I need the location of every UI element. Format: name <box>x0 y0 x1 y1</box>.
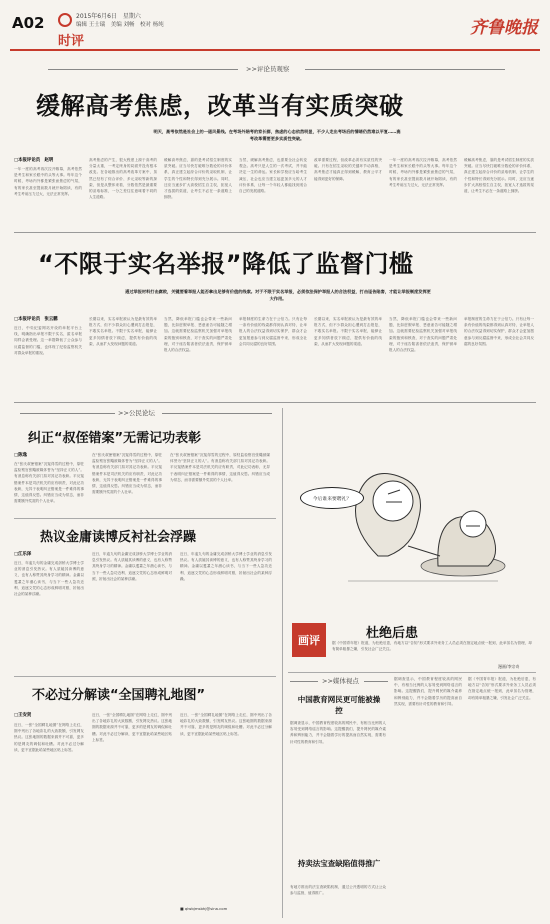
paragraph: 举报制度的生命力在于公信力。只有让每一条有价值的线索都得到认真对待，让举报人的合法权益得到切实保护，群众才会更加愿意参与到反腐监督中来，形成全社会共同反腐的良好氛围。 <box>464 317 534 346</box>
masthead <box>0 0 550 52</box>
paragraph: 据调查显示，中国教育程度较高的网民中，有相当比例的人容易受到网络谣言的影响。这提醒我们，提升网民的媒介素养和辨别能力，并不会随着学历的提高而自然实现，需要有针对性的教育和引导。 <box>290 721 386 744</box>
masthead-rule <box>10 49 540 51</box>
top-body-col4 <box>239 157 307 228</box>
paragraph: 近日，一张“全国聘礼地图”在网络上走红，图中列出了各地彩礼的大致数额，引发网友热议。这张地图的数据来源并不可靠，更多的是网友的调侃和吐槽。对此不必过分解读，更不宜据此给某些地区贴上标签。 <box>14 723 84 752</box>
top-body-col5 <box>314 157 382 228</box>
piece1-byline: □陈逸 <box>14 453 27 458</box>
paragraph: 缓解高考焦虑，靠的是考试招生制度的实质突破。应当尽快打破唯分数论的评价体系，真正建立起综合评价的录取机制，让学生的个性和特长得到充分展示。同时，还应当逐步扩大高校招生自主权，拓宽人才选拔的渠道，让考生不必在一条道路上拥挤。 <box>464 158 534 194</box>
kicker-rule-right <box>305 69 505 70</box>
paragraph: 在“张氏叔侄错案”沉冤得雪的过程中，原驻监检察官张飚被媒体誉为“坚持正义的人”。有消息称有关部门拟对其记功表彰。平反冤错案件本是司法机关的应有职责，对此记功表彰，无异于表明纠正错案是一件难得的事情，这值得反思。纠错应当成为常态，而非需要额外奖赏的个人壮举。 <box>14 462 84 504</box>
paragraph: 近日，一张“全国聘礼地图”在网络上走红，图中列出了各地彩礼的大致数额，引发网友热议。这张地图的数据来源并不可靠，更多的是网友的调侃和吐槽。对此不必过分解读，更不宜据此给某些地区贴上标签。 <box>92 713 172 742</box>
paragraph: 当然，缓解高考焦虑，也需要全社会转变观念。高考只是人生的一次考试，并不能决定一生的命运。家长和学校应当给考生减压，社会也应当建立起更加多元的人才评价体系，让每一个年轻人都能找到适合自己的发展道路。 <box>239 158 307 194</box>
top-body-col1 <box>14 166 82 228</box>
paragraph: 长期以来，实名举报被认为是最有效的举报方式，但不少群众担心遭到打击报复，不敢实名举报。不限于实名举报，能够让更多知情者放下顾虑，提供有价值的线索，从而扩大发现问题的渠道。 <box>314 317 382 346</box>
paragraph: 在“张氏叔侄错案”沉冤得雪的过程中，原驻监检察官张飚被媒体誉为“坚持正义的人”。有消息称有关部门拟对其记功表彰。平反冤错案件本是司法机关的应有职责，对此记功表彰，无异于表明纠正错案是一件难得的事情，这值得反思。纠错应当成为常态，而非需要额外奖赏的个人壮举。 <box>92 453 162 495</box>
piece1-col3 <box>170 452 270 513</box>
speech-bubble <box>300 487 364 509</box>
kicker-rule-left <box>48 69 238 70</box>
middle-body-col7 <box>464 316 534 397</box>
piece2-headline: 热议金庸读博反衬社会浮躁 <box>40 530 197 545</box>
section-title: 时评 <box>58 34 85 49</box>
media2-body <box>290 884 386 918</box>
piece2-col1 <box>14 560 84 672</box>
paragraph: 举报制度的生命力在于公信力。只有让每一条有价值的线索都得到认真对待，让举报人的合法权益得到切实保护，群众才会更加愿意参与到反腐监督中来，形成全社会共同反腐的良好氛围。 <box>239 317 307 346</box>
column-divider <box>282 408 283 918</box>
cartoon-headline: 杜绝后患 <box>366 626 419 641</box>
cartoon-panel <box>288 406 538 618</box>
piece2-col3 <box>180 551 272 672</box>
piece3-col2 <box>92 712 172 918</box>
paragraph: 一年一度的高考再次拉开帷幕，高考依然是考生和家长眼中的头等大事。每年这个时候，考场内外都是紧张而焦虑的气氛，有的家长甚至提前数月就开始陪读，有的考生考前压力过大，无法正常发挥。 <box>14 167 82 196</box>
top-body-col2 <box>89 157 157 228</box>
piece3-headline: 不必过分解读“全国聘礼地图” <box>32 688 206 703</box>
paragraph: 近日，年逾九旬的金庸完成剑桥大学博士学业的消息引发热议。有人质疑其读博的意义，也有人称赞其终身学习的精神。金庸以耄耋之年潜心读书，与当下一些人急功近利、追逐文凭的心态形成鲜明对照，折射出社会的某种浮躁。 <box>180 552 272 581</box>
top-article-body <box>14 157 536 229</box>
kicker-rule-right <box>364 681 388 682</box>
paragraph: 据《中国青年报》报道，为杜绝后患，有地方以“告知”形式要求外来务工人员必须在指定地点统一报到，此举虽名为管理，却有简单粗暴之嫌，引发社会广泛关注。 <box>332 641 532 652</box>
top-body-col7 <box>464 157 534 228</box>
page-code: A02 <box>12 14 45 32</box>
top-body-col6 <box>389 157 457 228</box>
cartoon-illustration <box>288 406 538 618</box>
middle-body-col1 <box>14 325 82 397</box>
divider <box>288 672 536 673</box>
paragraph: 据调查显示，中国教育程度较高的网民中，有相当比例的人容易受到网络谣言的影响。这提醒我们，提升网民的媒介素养和辨别能力，并不会随着学历的提高而自然实现，需要有针对性的教育和引导。 <box>394 677 462 706</box>
piece1-headline: 纠正“叔侄错案”无需记功表彰 <box>28 431 202 446</box>
paragraph: 长期以来，实名举报被认为是最有效的举报方式，但不少群众担心遭到打击报复，不敢实名举报。不限于实名举报，能够让更多知情者放下顾虑，提供有价值的线索，从而扩大发现问题的渠道。 <box>89 317 157 346</box>
paragraph: 一年一度的高考再次拉开帷幕，高考依然是考生和家长眼中的头等大事。每年这个时候，考场内外都是紧张而焦虑的气氛，有的家长甚至提前数月就开始陪读，有的考生考前压力过大，无法正常发挥。 <box>389 158 457 187</box>
newspaper-logo: 齐鲁晚报 <box>470 18 538 38</box>
paragraph: 近日，年逾九旬的金庸完成剑桥大学博士学业的消息引发热议。有人质疑其读博的意义，也有人称赞其终身学习的精神。金庸以耄耋之年潜心读书，与当下一些人急功近利、追逐文凭的心态形成鲜明对照，折射出社会的某种浮躁。 <box>92 552 172 581</box>
paragraph: 在“张氏叔侄错案”沉冤得雪的过程中，原驻监检察官张飚被媒体誉为“坚持正义的人”。有消息称有关部门拟对其记功表彰。平反冤错案件本是司法机关的应有职责，对此记功表彰，无异于表明纠正错案是一件难得的事情，这值得反思。纠错应当成为常态，而非需要额外奖赏的个人壮举。 <box>170 453 270 482</box>
divider <box>14 232 536 233</box>
media-kicker: >>媒体视点 <box>322 677 359 685</box>
top-headline: 缓解高考焦虑，改革当有实质突破 <box>36 92 404 120</box>
mail-icon: ■ <box>180 906 184 911</box>
seal-text: 画评 <box>298 634 320 647</box>
top-deck: 明天，高考依然是社会上的一道风景线。在考场外陪考的家长群，焦虑的心态依然明显，不少人走出考场后的情绪仍然难以平复……高考改革需要更多实质性突破。 <box>153 129 401 141</box>
forum-kicker: >>公民论坛 <box>118 409 155 417</box>
media-col3 <box>468 676 536 918</box>
masthead-circle-icon <box>58 13 72 27</box>
top-body-col3 <box>164 157 232 228</box>
paragraph: 改革需要过程，但改革必须有实质性的突破。只有在招生录取的关键环节动真格，高考焦虑才能真正得到缓解，教育公平才能得到更好的保障。 <box>314 158 382 181</box>
piece3-col1 <box>14 722 84 918</box>
divider <box>14 518 276 519</box>
middle-body-col5 <box>314 316 382 397</box>
cartoon-credit: 漫画/李宗奇 <box>498 664 520 669</box>
middle-body-col3 <box>164 316 232 397</box>
media-col2 <box>394 676 462 918</box>
middle-deck: 通过举报材料打击腐败，关键要看举报人能否拿出足够有价值的线索。对于不限于实名举报，必须依法保护举报人的合法权益，打击诬告陷害，才能让举报制度发挥更大作用。 <box>125 289 431 301</box>
piece1-col2 <box>92 452 162 513</box>
piece3-col3 <box>180 712 272 902</box>
cartoon-seal <box>292 623 326 657</box>
piece1-col1 <box>14 461 84 513</box>
middle-byline: □本报评论员 张云鹏 <box>14 317 58 322</box>
email-address: qlwbjmsbhj@sina.com <box>184 906 228 911</box>
kicker-rule-left <box>290 681 318 682</box>
paragraph: 近日，中央纪委网站开设的举报平台上线，明确指出举报不限于实名，匿名举报同样会被受理。这一举措降低了公众参与反腐监督的门槛，也体现了纪检监察机关对群众举报的重视。 <box>14 326 82 355</box>
divider <box>14 402 536 403</box>
paragraph: 据《中国青年报》报道，为杜绝后患，有地方以“告知”形式要求外来务工人员必须在指定地点统一报到，此举虽名为管理，却有简单粗暴之嫌，引发社会广泛关注。 <box>468 677 536 700</box>
middle-article-body <box>14 316 536 398</box>
piece2-col2 <box>92 551 172 672</box>
paragraph: 近日，一张“全国聘礼地图”在网络上走红，图中列出了各地彩礼的大致数额，引发网友热议。这张地图的数据来源并不可靠，更多的是网友的调侃和吐槽。对此不必过分解读，更不宜据此给某些地区贴上标签。 <box>180 713 272 736</box>
middle-body-col2 <box>89 316 157 397</box>
editor-line: 编辑 王士瑞 美编 刘畅 校对 杨纯 <box>76 22 164 28</box>
paragraph: 缓解高考焦虑，靠的是考试招生制度的实质突破。应当尽快打破唯分数论的评价体系，真正建立起综合评价的录取机制，让学生的个性和特长得到充分展示。同时，还应当逐步扩大高校招生自主权，拓宽人才选拔的渠道，让考生不必在一条道路上拥挤。 <box>164 158 232 200</box>
paragraph: 高考焦虑的产生，很大程度上源于高考的分量太重，一考定终身的局面并没有根本改变。在各地推出的高考改革方案中，虽然已经有了综合评价、多元录取等新的探索，但是从整体来看，分数依然是最重要的录取标准，一分之差往往意味着不同的人生道路。 <box>89 158 157 200</box>
cartoon-body <box>332 640 532 662</box>
media1-body <box>290 720 386 854</box>
divider <box>14 676 276 677</box>
piece3-byline: □王安贤 <box>14 713 32 718</box>
speech-bubble-text: 今后谁来要聘礼？ <box>312 496 352 502</box>
middle-body-col4 <box>239 316 307 397</box>
paragraph: 近日，年逾九旬的金庸完成剑桥大学博士学业的消息引发热议。有人质疑其读博的意义，也有人称赞其终身学习的精神。金庸以耄耋之年潜心读书，与当下一些人急功近利、追逐文凭的心态形成鲜明对照，折射出社会的某种浮躁。 <box>14 561 84 597</box>
date-line: 2015年6月6日 星期六 <box>76 13 141 20</box>
media2-headline: 持卖法宝查缺陷值得推广 <box>297 859 381 868</box>
kicker-rule-right <box>162 413 272 414</box>
paragraph: 当然，降低举报门槛也会带来一些新问题，比如虚假举报、恶意诬告可能随之增加。这就需要纪检监察机关加强对举报线索的甄别和核查，对于查实的问题严肃处理，对于诬告陷害者依法追责，保护被举报人的合法权益。 <box>389 317 457 353</box>
paragraph: 当然，降低举报门槛也会带来一些新问题，比如虚假举报、恶意诬告可能随之增加。这就需要纪检监察机关加强对举报线索的甄别和核查，对于查实的问题严肃处理，对于诬告陷害者依法追责，保护被举报人的合法权益。 <box>164 317 232 353</box>
piece2-byline: □江乐泽 <box>14 552 32 557</box>
middle-body-col6 <box>389 316 457 397</box>
paragraph: 有地方推出的法宝查缺陷机制，通过公开透明的方式让公众参与监督，值得推广。 <box>290 885 386 896</box>
email-line <box>180 906 275 911</box>
middle-headline: “不限于实名举报”降低了监督门槛 <box>38 250 414 278</box>
media1-headline: 中国教育网民更可能被操控 <box>297 695 381 715</box>
top-kicker: >>评论员观察 <box>246 65 290 73</box>
top-byline: □本报评论员 赵明 <box>14 158 54 163</box>
kicker-rule-left <box>20 413 115 414</box>
